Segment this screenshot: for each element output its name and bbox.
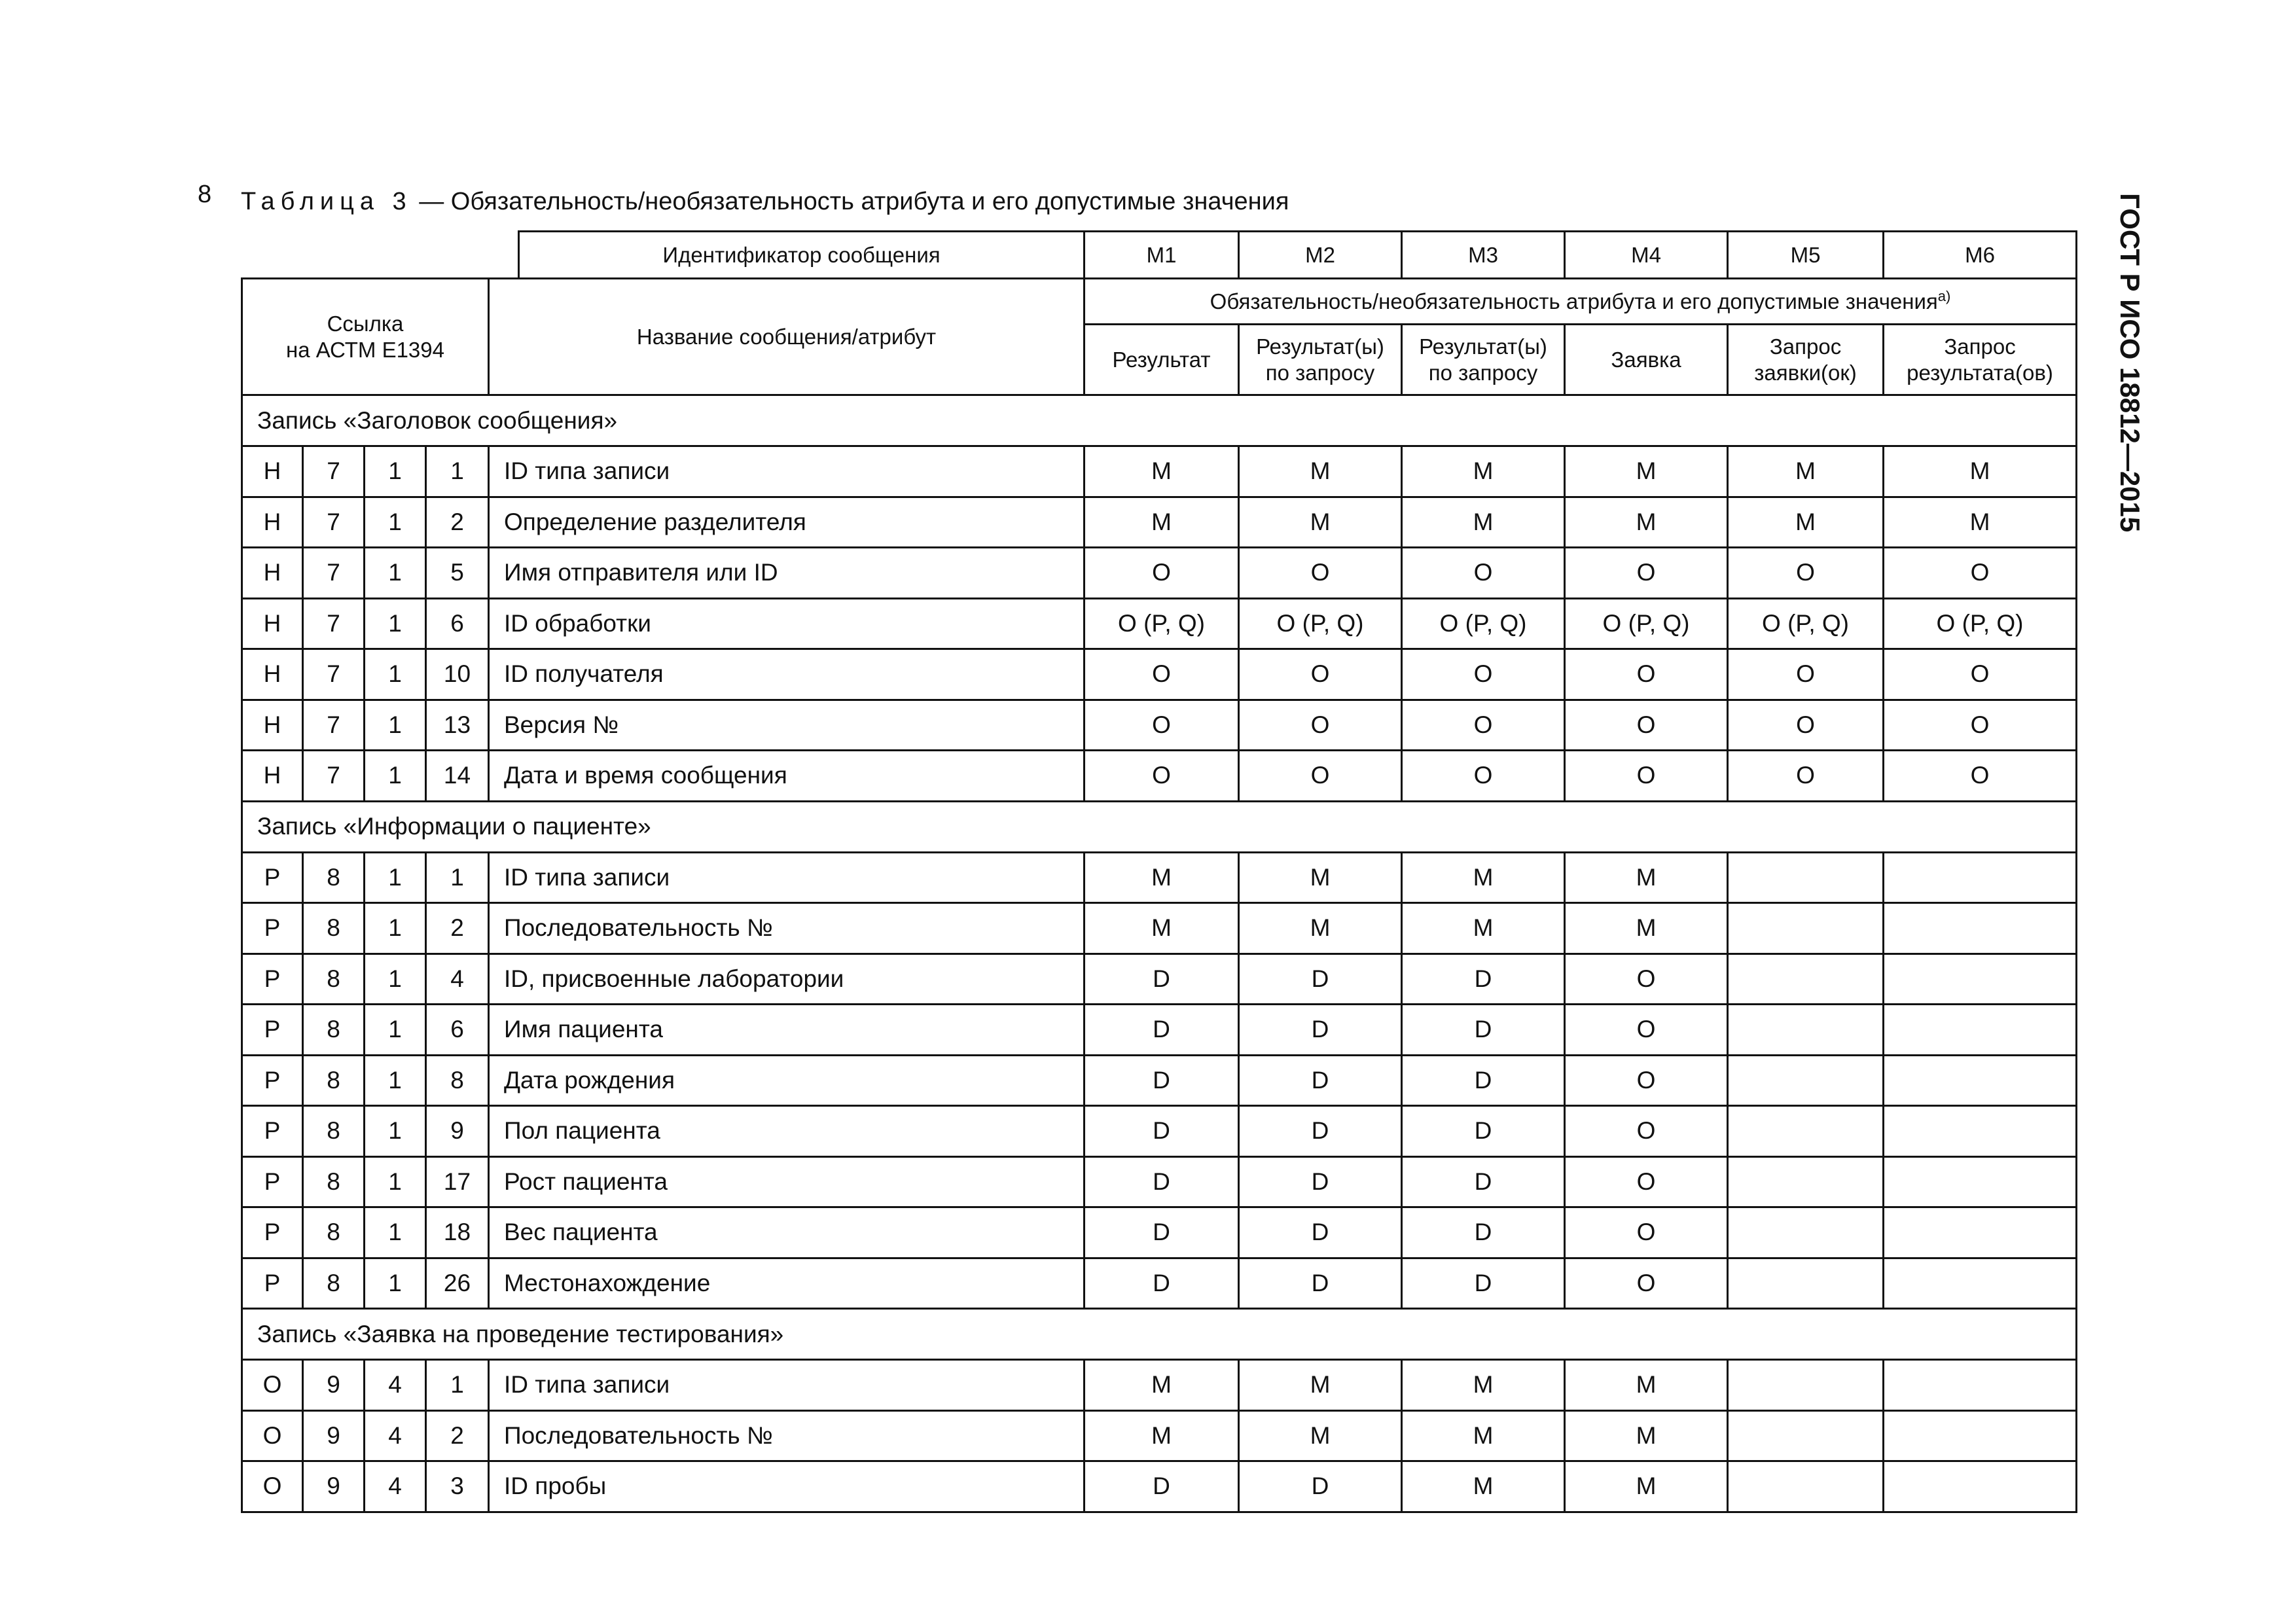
table-row (242, 1410, 2077, 1461)
table-row (242, 598, 2077, 649)
value-cell-m4: O (1565, 1258, 1728, 1309)
reference-cell: 1 (365, 598, 426, 649)
value-cell-m5 (1728, 1156, 1884, 1207)
value-cell-m6 (1884, 954, 2077, 1005)
value-cell-m1: O (P, Q) (1085, 598, 1239, 649)
reference-cell: 1 (365, 1055, 426, 1106)
value-cell-m6 (1884, 852, 2077, 903)
reference-cell: 9 (426, 1106, 489, 1157)
value-cell-m5: M (1728, 497, 1884, 548)
value-cell-m2: M (1239, 1360, 1402, 1411)
value-cell-m1: O (1085, 548, 1239, 599)
reference-cell: 8 (303, 852, 365, 903)
value-cell-m2: M (1239, 852, 1402, 903)
table-row (242, 700, 2077, 751)
table-row (242, 751, 2077, 802)
value-cell-m2: D (1239, 1005, 1402, 1056)
reference-cell: 13 (426, 700, 489, 751)
value-cell-m4: O (1565, 751, 1728, 802)
attribute-name-cell: Версия № (489, 700, 1085, 751)
value-cell-m4: O (1565, 649, 1728, 700)
message-name-m1: Результат (1085, 325, 1239, 395)
value-cell-m1: M (1085, 497, 1239, 548)
value-cell-m3: M (1402, 903, 1565, 954)
reference-cell: 1 (365, 548, 426, 599)
reference-cell: 1 (365, 649, 426, 700)
value-cell-m1: D (1085, 1106, 1239, 1157)
value-cell-m1: M (1085, 1410, 1239, 1461)
attribute-name-cell: ID, присвоенные лаборатории (489, 954, 1085, 1005)
reference-cell: 8 (303, 903, 365, 954)
value-cell-m5 (1728, 1461, 1884, 1512)
value-cell-m4: O (1565, 1005, 1728, 1056)
table-row (242, 1106, 2077, 1157)
value-cell-m3: M (1402, 852, 1565, 903)
value-cell-m3: D (1402, 1055, 1565, 1106)
value-cell-m3: M (1402, 1360, 1565, 1411)
reference-cell: 9 (303, 1360, 365, 1411)
reference-cell: H (242, 751, 303, 802)
reference-cell: 1 (426, 1360, 489, 1411)
value-cell-m3: D (1402, 1106, 1565, 1157)
value-cell-m1: D (1085, 1055, 1239, 1106)
reference-cell: 2 (426, 1410, 489, 1461)
value-cell-m1: D (1085, 1005, 1239, 1056)
reference-cell: 7 (303, 751, 365, 802)
value-cell-m6 (1884, 1258, 2077, 1309)
value-cell-m4: O (P, Q) (1565, 598, 1728, 649)
reference-cell: 1 (365, 903, 426, 954)
value-cell-m1: O (1085, 649, 1239, 700)
value-cell-m3: M (1402, 446, 1565, 497)
reference-cell: 14 (426, 751, 489, 802)
value-cell-m6 (1884, 1461, 2077, 1512)
page-number: 8 (198, 181, 212, 208)
value-cell-m5: O (1728, 700, 1884, 751)
value-cell-m6: M (1884, 497, 2077, 548)
value-cell-m3: O (1402, 548, 1565, 599)
reference-cell: 3 (426, 1461, 489, 1512)
value-cell-m5: O (1728, 548, 1884, 599)
table-row (242, 1360, 2077, 1411)
reference-cell: O (242, 1410, 303, 1461)
footnote-marker: a) (1937, 287, 1951, 304)
value-cell-m1: D (1085, 1461, 1239, 1512)
reference-cell: 1 (426, 852, 489, 903)
value-cell-m2: O (1239, 548, 1402, 599)
value-cell-m2: O (1239, 649, 1402, 700)
value-cell-m5 (1728, 954, 1884, 1005)
header-blank-cell (242, 232, 519, 279)
reference-cell: 1 (365, 1156, 426, 1207)
reference-cell: 8 (303, 1258, 365, 1309)
table-row (242, 497, 2077, 548)
value-cell-m2: O (1239, 751, 1402, 802)
value-cell-m4: M (1565, 903, 1728, 954)
reference-cell: 8 (303, 1207, 365, 1258)
value-cell-m1: O (1085, 751, 1239, 802)
value-cell-m4: M (1565, 1410, 1728, 1461)
reference-cell: P (242, 954, 303, 1005)
value-cell-m4: O (1565, 1156, 1728, 1207)
value-cell-m1: M (1085, 852, 1239, 903)
values-header: Обязательность/необязательность атрибута и его допустимые значения$^{a)}$ (1085, 279, 2077, 325)
value-cell-m5: O (1728, 649, 1884, 700)
attribute-name-cell: ID получателя (489, 649, 1085, 700)
section-title: Запись «Заявка на проведение тестирования» (242, 1309, 2077, 1360)
value-cell-m6 (1884, 1005, 2077, 1056)
value-cell-m2: O (P, Q) (1239, 598, 1402, 649)
reference-cell: H (242, 446, 303, 497)
message-id-label: Идентификатор сообщения (519, 232, 1085, 279)
reference-cell: 4 (365, 1410, 426, 1461)
value-cell-m2: D (1239, 1207, 1402, 1258)
reference-cell: H (242, 497, 303, 548)
value-cell-m5 (1728, 1360, 1884, 1411)
document-side-title: ГОСТ Р ИСО 18812—2015 (2115, 193, 2145, 533)
value-cell-m6: O (1884, 649, 2077, 700)
value-cell-m6: M (1884, 446, 2077, 497)
table-row (242, 903, 2077, 954)
value-cell-m2: O (1239, 700, 1402, 751)
section-row (242, 801, 2077, 852)
attribute-name-cell: ID обработки (489, 598, 1085, 649)
reference-cell: 9 (303, 1461, 365, 1512)
table-row (242, 954, 2077, 1005)
value-cell-m2: D (1239, 1055, 1402, 1106)
reference-cell: 1 (365, 852, 426, 903)
value-cell-m3: M (1402, 1461, 1565, 1512)
reference-cell: P (242, 1258, 303, 1309)
value-cell-m3: D (1402, 1258, 1565, 1309)
section-row (242, 1309, 2077, 1360)
name-header: Название сообщения/атрибут (489, 279, 1085, 395)
reference-cell: P (242, 852, 303, 903)
value-cell-m5 (1728, 1207, 1884, 1258)
value-cell-m4: O (1565, 954, 1728, 1005)
reference-cell: 8 (303, 954, 365, 1005)
value-cell-m5 (1728, 1055, 1884, 1106)
attribute-name-cell: Последовательность № (489, 1410, 1085, 1461)
value-cell-m5 (1728, 1258, 1884, 1309)
value-cell-m3: M (1402, 497, 1565, 548)
value-cell-m6 (1884, 1360, 2077, 1411)
reference-cell: P (242, 903, 303, 954)
value-cell-m5 (1728, 852, 1884, 903)
value-cell-m3: D (1402, 1156, 1565, 1207)
reference-cell: 7 (303, 497, 365, 548)
table-row (242, 1005, 2077, 1056)
value-cell-m6: O (P, Q) (1884, 598, 2077, 649)
reference-cell: 1 (365, 1258, 426, 1309)
reference-cell: 9 (303, 1410, 365, 1461)
table-row (242, 1055, 2077, 1106)
value-cell-m3: O (1402, 700, 1565, 751)
header-row-values (242, 279, 2077, 325)
value-cell-m4: O (1565, 1106, 1728, 1157)
table-row (242, 649, 2077, 700)
value-cell-m3: D (1402, 954, 1565, 1005)
reference-cell: 6 (426, 598, 489, 649)
message-name-m4: Заявка (1565, 325, 1728, 395)
section-title: Запись «Заголовок сообщения» (242, 395, 2077, 446)
value-cell-m3: O (1402, 751, 1565, 802)
table-row (242, 1461, 2077, 1512)
reference-cell: 1 (365, 700, 426, 751)
reference-cell: P (242, 1207, 303, 1258)
reference-cell: 1 (365, 1207, 426, 1258)
value-cell-m4: M (1565, 446, 1728, 497)
attribute-name-cell: Последовательность № (489, 903, 1085, 954)
value-cell-m5: O (1728, 751, 1884, 802)
reference-cell: 1 (365, 1106, 426, 1157)
value-cell-m4: M (1565, 852, 1728, 903)
reference-cell: 7 (303, 700, 365, 751)
table-row (242, 446, 2077, 497)
reference-cell: 1 (365, 751, 426, 802)
reference-cell: 8 (303, 1055, 365, 1106)
table-row (242, 852, 2077, 903)
table-row (242, 1156, 2077, 1207)
reference-cell: H (242, 548, 303, 599)
value-cell-m6 (1884, 903, 2077, 954)
reference-cell: 26 (426, 1258, 489, 1309)
reference-cell: H (242, 598, 303, 649)
attribute-name-cell: Дата и время сообщения (489, 751, 1085, 802)
value-cell-m1: M (1085, 1360, 1239, 1411)
section-row (242, 395, 2077, 446)
value-cell-m6 (1884, 1106, 2077, 1157)
reference-cell: 5 (426, 548, 489, 599)
reference-cell: 7 (303, 446, 365, 497)
table-row (242, 1258, 2077, 1309)
value-cell-m5: M (1728, 446, 1884, 497)
reference-cell: 8 (303, 1005, 365, 1056)
value-cell-m4: M (1565, 1461, 1728, 1512)
reference-cell: 1 (365, 1005, 426, 1056)
reference-cell: 2 (426, 903, 489, 954)
value-cell-m1: D (1085, 954, 1239, 1005)
value-cell-m6: O (1884, 700, 2077, 751)
value-cell-m2: M (1239, 446, 1402, 497)
attribute-table (241, 230, 2077, 1513)
message-id-m2: M2 (1239, 232, 1402, 279)
value-cell-m4: O (1565, 1207, 1728, 1258)
value-cell-m1: M (1085, 446, 1239, 497)
message-name-m6: Запрос результата(ов) (1884, 325, 2077, 395)
reference-cell: 7 (303, 598, 365, 649)
value-cell-m2: M (1239, 1410, 1402, 1461)
value-cell-m1: O (1085, 700, 1239, 751)
value-cell-m5 (1728, 1106, 1884, 1157)
value-cell-m3: M (1402, 1410, 1565, 1461)
reference-cell: P (242, 1055, 303, 1106)
value-cell-m2: D (1239, 1258, 1402, 1309)
reference-cell: O (242, 1360, 303, 1411)
attribute-name-cell: Имя отправителя или ID (489, 548, 1085, 599)
value-cell-m6: O (1884, 548, 2077, 599)
message-name-m3: Результат(ы) по запросу (1402, 325, 1565, 395)
reference-cell: P (242, 1156, 303, 1207)
reference-cell: 8 (303, 1156, 365, 1207)
message-id-m4: M4 (1565, 232, 1728, 279)
attribute-name-cell: ID типа записи (489, 446, 1085, 497)
table-caption-text: — Обязательность/необязательность атрибута и его допустимые значения (412, 188, 1289, 215)
attribute-name-cell: Дата рождения (489, 1055, 1085, 1106)
reference-cell: 4 (365, 1461, 426, 1512)
message-id-m5: M5 (1728, 232, 1884, 279)
value-cell-m1: M (1085, 903, 1239, 954)
attribute-name-cell: Местонахождение (489, 1258, 1085, 1309)
reference-cell: 8 (303, 1106, 365, 1157)
value-cell-m5: O (P, Q) (1728, 598, 1884, 649)
value-cell-m6: O (1884, 751, 2077, 802)
reference-cell: 7 (303, 649, 365, 700)
reference-cell: 7 (303, 548, 365, 599)
reference-cell: 2 (426, 497, 489, 548)
value-cell-m2: D (1239, 954, 1402, 1005)
value-cell-m6 (1884, 1156, 2077, 1207)
reference-cell: H (242, 649, 303, 700)
attribute-name-cell: ID пробы (489, 1461, 1085, 1512)
value-cell-m2: D (1239, 1461, 1402, 1512)
value-cell-m4: O (1565, 548, 1728, 599)
value-cell-m5 (1728, 903, 1884, 954)
reference-cell: 8 (426, 1055, 489, 1106)
attribute-name-cell: Пол пациента (489, 1106, 1085, 1157)
message-name-m2: Результат(ы) по запросу (1239, 325, 1402, 395)
value-cell-m3: O (P, Q) (1402, 598, 1565, 649)
value-cell-m3: O (1402, 649, 1565, 700)
attribute-name-cell: Вес пациента (489, 1207, 1085, 1258)
value-cell-m6 (1884, 1207, 2077, 1258)
attribute-name-cell: Рост пациента (489, 1156, 1085, 1207)
value-cell-m2: M (1239, 903, 1402, 954)
attribute-name-cell: Имя пациента (489, 1005, 1085, 1056)
section-title: Запись «Информации о пациенте» (242, 801, 2077, 852)
reference-cell: O (242, 1461, 303, 1512)
value-cell-m2: D (1239, 1156, 1402, 1207)
attribute-name-cell: ID типа записи (489, 1360, 1085, 1411)
value-cell-m4: O (1565, 700, 1728, 751)
message-id-m3: M3 (1402, 232, 1565, 279)
reference-cell: 4 (426, 954, 489, 1005)
reference-cell: 17 (426, 1156, 489, 1207)
value-cell-m1: D (1085, 1258, 1239, 1309)
reference-cell: 4 (365, 1360, 426, 1411)
value-cell-m1: D (1085, 1156, 1239, 1207)
value-cell-m1: D (1085, 1207, 1239, 1258)
value-cell-m3: D (1402, 1005, 1565, 1056)
reference-cell: P (242, 1106, 303, 1157)
table-caption (241, 187, 1289, 216)
message-id-m6: M6 (1884, 232, 2077, 279)
attribute-name-cell: ID типа записи (489, 852, 1085, 903)
value-cell-m4: M (1565, 497, 1728, 548)
value-cell-m6 (1884, 1410, 2077, 1461)
value-cell-m6 (1884, 1055, 2077, 1106)
header-row-ids (242, 232, 2077, 279)
value-cell-m3: D (1402, 1207, 1565, 1258)
reference-cell: P (242, 1005, 303, 1056)
value-cell-m4: M (1565, 1360, 1728, 1411)
table-caption-label: Таблица 3 (241, 188, 412, 215)
value-cell-m4: O (1565, 1055, 1728, 1106)
value-cell-m5 (1728, 1005, 1884, 1056)
value-cell-m2: D (1239, 1106, 1402, 1157)
reference-cell: 1 (365, 446, 426, 497)
reference-cell: 6 (426, 1005, 489, 1056)
reference-cell: 1 (365, 954, 426, 1005)
reference-cell: 1 (365, 497, 426, 548)
table-row (242, 548, 2077, 599)
reference-header: Ссылка на АСТМ Е1394 (242, 279, 489, 395)
value-cell-m5 (1728, 1410, 1884, 1461)
reference-cell: H (242, 700, 303, 751)
reference-cell: 1 (426, 446, 489, 497)
value-cell-m2: M (1239, 497, 1402, 548)
reference-cell: 10 (426, 649, 489, 700)
message-name-m5: Запрос заявки(ок) (1728, 325, 1884, 395)
message-id-m1: M1 (1085, 232, 1239, 279)
reference-cell: 18 (426, 1207, 489, 1258)
attribute-name-cell: Определение разделителя (489, 497, 1085, 548)
table-row (242, 1207, 2077, 1258)
